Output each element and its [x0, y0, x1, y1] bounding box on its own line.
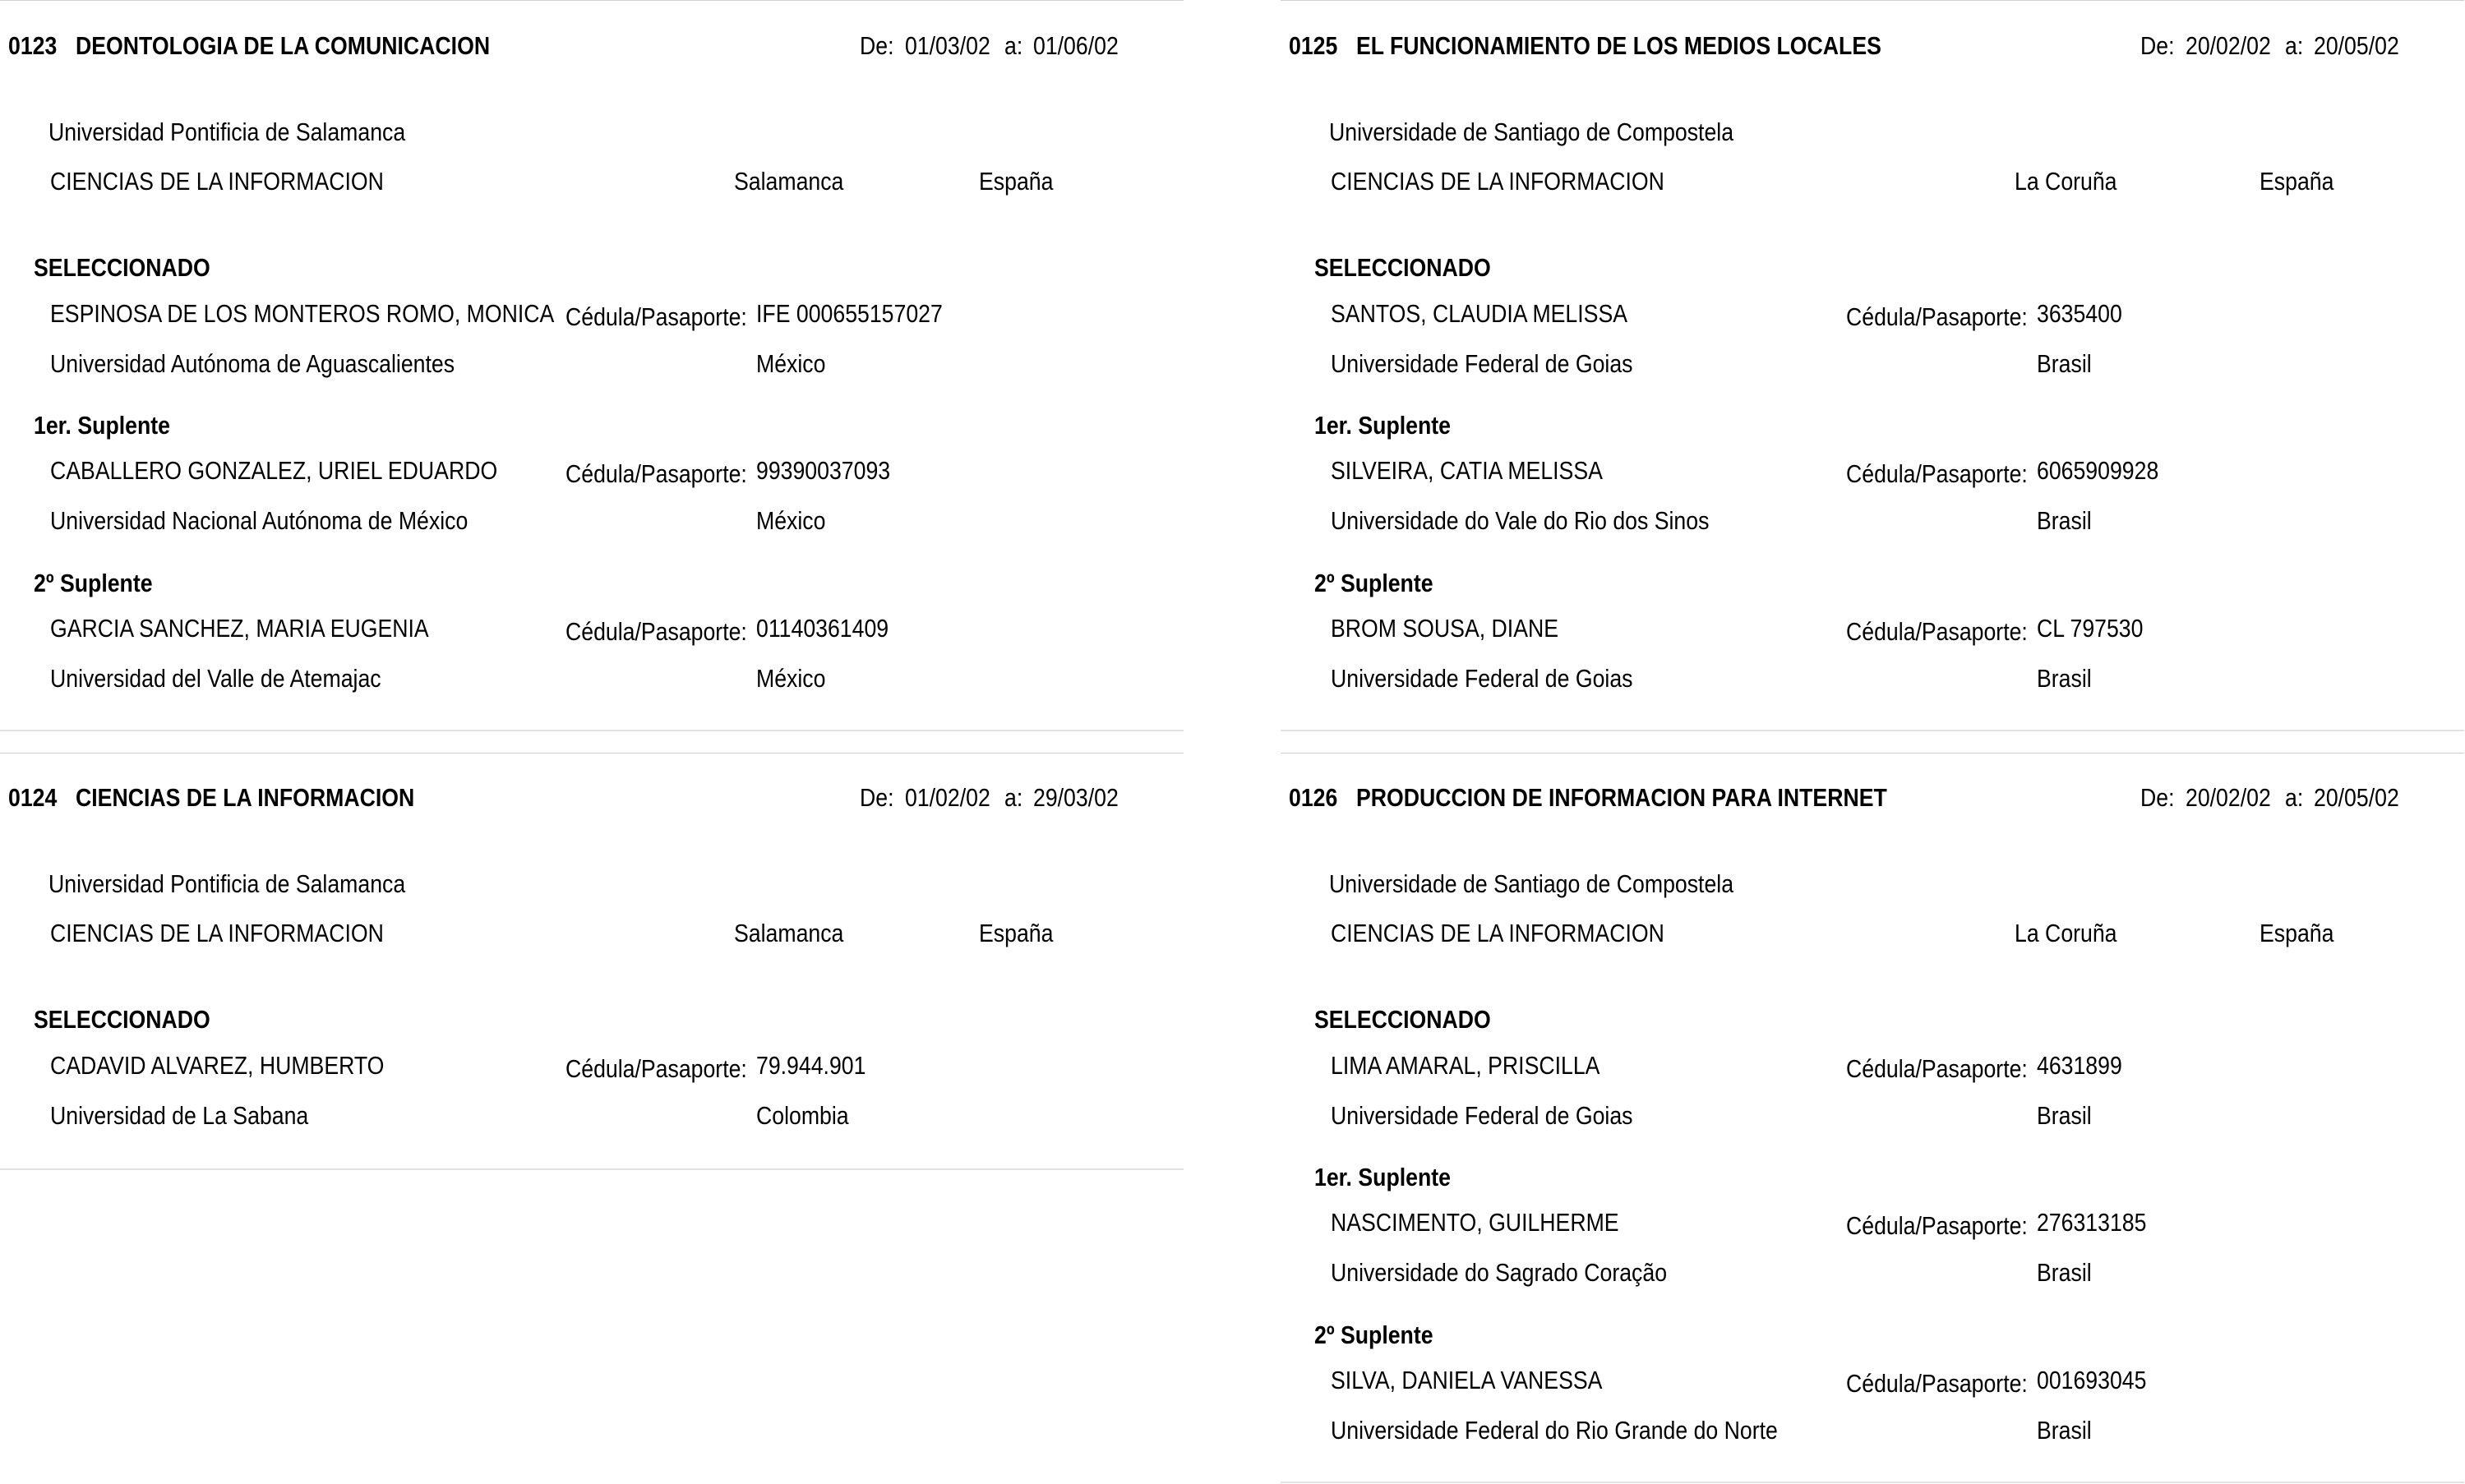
sub2-country: Brasil — [2037, 1416, 2092, 1445]
date-from: 01/03/02 — [905, 31, 990, 60]
sub1-name: NASCIMENTO, GUILHERME — [1331, 1208, 1619, 1237]
sub1-name: CABALLERO GONZALEZ, URIEL EDUARDO — [50, 456, 498, 485]
course-title: CIENCIAS DE LA INFORMACION — [76, 783, 415, 812]
id-label: Cédula/Pasaporte: — [1846, 617, 2028, 646]
host-city: Salamanca — [734, 919, 844, 947]
sub2-name: GARCIA SANCHEZ, MARIA EUGENIA — [50, 614, 429, 643]
sub1-heading: 1er. Suplente — [1314, 1163, 1451, 1191]
sub1-university: Universidad Nacional Autónoma de México — [50, 506, 469, 535]
selected-id: IFE 000655157027 — [756, 299, 943, 328]
id-label: Cédula/Pasaporte: — [1846, 459, 2028, 488]
sub1-country: México — [756, 506, 826, 535]
course-code: 0125 — [1289, 31, 1338, 60]
sub2-country: México — [756, 664, 826, 693]
host-university: Universidad Pontificia de Salamanca — [48, 869, 406, 898]
sub1-heading: 1er. Suplente — [1314, 411, 1451, 440]
host-country: España — [979, 919, 1054, 947]
sub2-id: CL 797530 — [2037, 614, 2144, 643]
sub2-university: Universidade Federal do Rio Grande do Norte — [1331, 1416, 1778, 1445]
selected-country: Colombia — [756, 1101, 849, 1130]
bottom-divider — [1281, 730, 2464, 731]
selected-university: Universidade Federal de Goias — [1331, 1101, 1633, 1130]
date-to: 20/05/02 — [2314, 31, 2399, 60]
date-from-label: De: — [2140, 783, 2175, 812]
sub1-heading: 1er. Suplente — [34, 411, 170, 440]
sub2-id: 001693045 — [2037, 1366, 2147, 1394]
host-faculty: CIENCIAS DE LA INFORMACION — [50, 167, 384, 196]
host-country: España — [2260, 167, 2334, 196]
selected-heading: SELECCIONADO — [1314, 253, 1491, 282]
course-code: 0126 — [1289, 783, 1338, 812]
bottom-divider — [1281, 1482, 2464, 1483]
sub2-country: Brasil — [2037, 664, 2092, 693]
sub1-country: Brasil — [2037, 1258, 2092, 1287]
host-university: Universidade de Santiago de Compostela — [1329, 869, 1734, 898]
host-faculty: CIENCIAS DE LA INFORMACION — [50, 919, 384, 947]
id-label: Cédula/Pasaporte: — [1846, 1054, 2028, 1083]
selected-id: 79.944.901 — [756, 1051, 866, 1080]
date-to: 29/03/02 — [1033, 783, 1119, 812]
sub2-heading: 2º Suplente — [1314, 1320, 1433, 1349]
selected-university: Universidade Federal de Goias — [1331, 349, 1633, 378]
selected-country: México — [756, 349, 826, 378]
course-title: DEONTOLOGIA DE LA COMUNICACION — [76, 31, 491, 60]
selected-name: LIMA AMARAL, PRISCILLA — [1331, 1051, 1600, 1080]
host-city: Salamanca — [734, 167, 844, 196]
id-label: Cédula/Pasaporte: — [1846, 302, 2028, 331]
bottom-divider — [0, 1168, 1184, 1170]
selected-country: Brasil — [2037, 349, 2092, 378]
host-city: La Coruña — [2015, 919, 2117, 947]
sub1-id: 276313185 — [2037, 1208, 2147, 1237]
selected-heading: SELECCIONADO — [34, 253, 210, 282]
sub1-university: Universidade do Vale do Rio dos Sinos — [1331, 506, 1710, 535]
selected-id: 3635400 — [2037, 299, 2122, 328]
host-country: España — [979, 167, 1054, 196]
selected-name: SANTOS, CLAUDIA MELISSA — [1331, 299, 1628, 328]
id-label: Cédula/Pasaporte: — [565, 459, 747, 488]
date-to-label: a: — [1004, 31, 1023, 60]
date-from: 20/02/02 — [2186, 31, 2271, 60]
sub2-university: Universidad del Valle de Atemajac — [50, 664, 381, 693]
sub2-heading: 2º Suplente — [1314, 569, 1433, 597]
sub2-id: 01140361409 — [756, 614, 889, 643]
date-from-label: De: — [860, 783, 894, 812]
selected-heading: SELECCIONADO — [1314, 1005, 1491, 1034]
date-to-label: a: — [1004, 783, 1023, 812]
host-faculty: CIENCIAS DE LA INFORMACION — [1331, 919, 1664, 947]
sub1-name: SILVEIRA, CATIA MELISSA — [1331, 456, 1603, 485]
course-title: PRODUCCION DE INFORMACION PARA INTERNET — [1356, 783, 1887, 812]
date-to-label: a: — [2285, 783, 2304, 812]
course-block-0123 — [0, 0, 1184, 731]
sub2-university: Universidade Federal de Goias — [1331, 664, 1633, 693]
top-divider — [0, 0, 1184, 1]
id-label: Cédula/Pasaporte: — [565, 617, 747, 646]
date-from: 20/02/02 — [2186, 783, 2271, 812]
selected-name: CADAVID ALVAREZ, HUMBERTO — [50, 1051, 385, 1080]
host-country: España — [2260, 919, 2334, 947]
sub1-country: Brasil — [2037, 506, 2092, 535]
host-university: Universidade de Santiago de Compostela — [1329, 118, 1734, 146]
selected-name: ESPINOSA DE LOS MONTEROS ROMO, MONICA — [50, 299, 555, 328]
selected-heading: SELECCIONADO — [34, 1005, 210, 1034]
top-divider — [0, 753, 1184, 754]
date-from-label: De: — [2140, 31, 2175, 60]
course-block-0124 — [0, 753, 1184, 1170]
date-from-label: De: — [860, 31, 894, 60]
date-to-label: a: — [2285, 31, 2304, 60]
sub2-heading: 2º Suplente — [34, 569, 153, 597]
date-to: 20/05/02 — [2314, 783, 2399, 812]
sub1-university: Universidade do Sagrado Coração — [1331, 1258, 1668, 1287]
host-city: La Coruña — [2015, 167, 2117, 196]
bottom-divider — [0, 730, 1184, 731]
host-faculty: CIENCIAS DE LA INFORMACION — [1331, 167, 1664, 196]
selected-university: Universidad Autónoma de Aguascalientes — [50, 349, 455, 378]
id-label: Cédula/Pasaporte: — [565, 302, 747, 331]
top-divider — [1281, 0, 2464, 1]
host-university: Universidad Pontificia de Salamanca — [48, 118, 406, 146]
selected-id: 4631899 — [2037, 1051, 2122, 1080]
course-code: 0124 — [8, 783, 58, 812]
sub2-name: SILVA, DANIELA VANESSA — [1331, 1366, 1603, 1394]
sub1-id: 6065909928 — [2037, 456, 2159, 485]
course-title: EL FUNCIONAMIENTO DE LOS MEDIOS LOCALES — [1356, 31, 1881, 60]
sub1-id: 99390037093 — [756, 456, 891, 485]
date-from: 01/02/02 — [905, 783, 990, 812]
id-label: Cédula/Pasaporte: — [565, 1054, 747, 1083]
selected-country: Brasil — [2037, 1101, 2092, 1130]
course-block-0126 — [1281, 753, 2464, 1484]
sub2-name: BROM SOUSA, DIANE — [1331, 614, 1559, 643]
top-divider — [1281, 753, 2464, 754]
course-block-0125 — [1281, 0, 2464, 731]
date-to: 01/06/02 — [1033, 31, 1119, 60]
selected-university: Universidad de La Sabana — [50, 1101, 309, 1130]
course-code: 0123 — [8, 31, 58, 60]
id-label: Cédula/Pasaporte: — [1846, 1211, 2028, 1240]
id-label: Cédula/Pasaporte: — [1846, 1369, 2028, 1398]
